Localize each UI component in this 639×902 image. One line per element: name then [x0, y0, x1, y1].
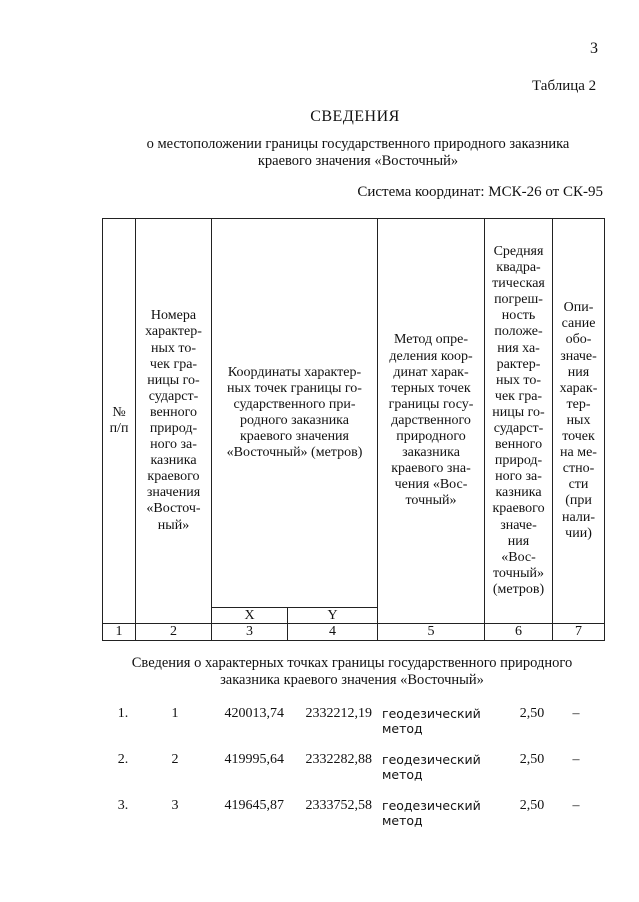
col-number-6: 6 [485, 624, 553, 641]
header-table [102, 218, 605, 641]
row-method: геодезический метод [382, 798, 481, 828]
page-number: 3 [590, 40, 598, 57]
header-col-y: Y [288, 608, 378, 624]
row-x: 419995,64 [224, 752, 284, 767]
row-description: – [572, 706, 580, 721]
row-number: 1. [117, 706, 129, 721]
row-number: 2. [117, 752, 129, 767]
col-number-1: 1 [103, 624, 136, 641]
row-y: 2333752,58 [305, 798, 372, 813]
header-col-x: X [212, 608, 288, 624]
row-y: 2332212,19 [305, 706, 372, 721]
table-label: Таблица 2 [532, 78, 597, 94]
row-point: 2 [171, 752, 179, 767]
row-point: 3 [171, 798, 179, 813]
row-description: – [572, 752, 580, 767]
row-x: 420013,74 [224, 706, 284, 721]
header-col-number: № п/п [103, 219, 136, 624]
row-number: 3. [117, 798, 129, 813]
header-col-point-numbers: Номера характер- ных то- чек гра- ницы го- сударст- венного природ- ного за- казника краевого значения «Восточ- ный» [136, 219, 212, 624]
header-col-error: Средняя квадра- тическая погреш- ность положе- ния ха- рактер- ных то- чек гра- ницы го- сударст- венного природ- ного за- казника краевого значе- ния «Вос- точный» (метров) [485, 219, 553, 624]
row-description: – [572, 798, 580, 813]
document-subtitle: о местоположении границы государственного природного заказника краевого значения «Восточный» [146, 136, 570, 169]
row-method: геодезический метод [382, 706, 481, 736]
header-col-method: Метод опре- деления коор- динат харак- терных точек границы госу- дарственного природного заказника краевого зна- чения «Вос- точный» [378, 219, 485, 624]
row-point: 1 [171, 706, 179, 721]
header-col-coordinates: Координаты характер- ных точек границы го- сударственного при- родного заказника краевого значения «Восточный» (метров) [212, 219, 378, 608]
coordinate-system: Система координат: МСК-26 от СК-95 [357, 184, 603, 200]
col-number-3: 3 [212, 624, 288, 641]
col-number-5: 5 [378, 624, 485, 641]
section-title: Сведения о характерных точках границы государственного природного заказника краевого значения «Восточный» [131, 655, 573, 688]
row-x: 419645,87 [224, 798, 284, 813]
col-number-7: 7 [553, 624, 605, 641]
row-y: 2332282,88 [305, 752, 372, 767]
row-method: геодезический метод [382, 752, 481, 782]
document-title: СВЕДЕНИЯ [310, 108, 400, 125]
col-number-2: 2 [136, 624, 212, 641]
row-error: 2,50 [519, 798, 545, 813]
header-col-description: Опи- сание обо- значе- ния харак- тер- ных точек на ме- стно- сти (при нали- чии) [553, 219, 605, 624]
col-number-4: 4 [288, 624, 378, 641]
row-error: 2,50 [519, 752, 545, 767]
row-error: 2,50 [519, 706, 545, 721]
